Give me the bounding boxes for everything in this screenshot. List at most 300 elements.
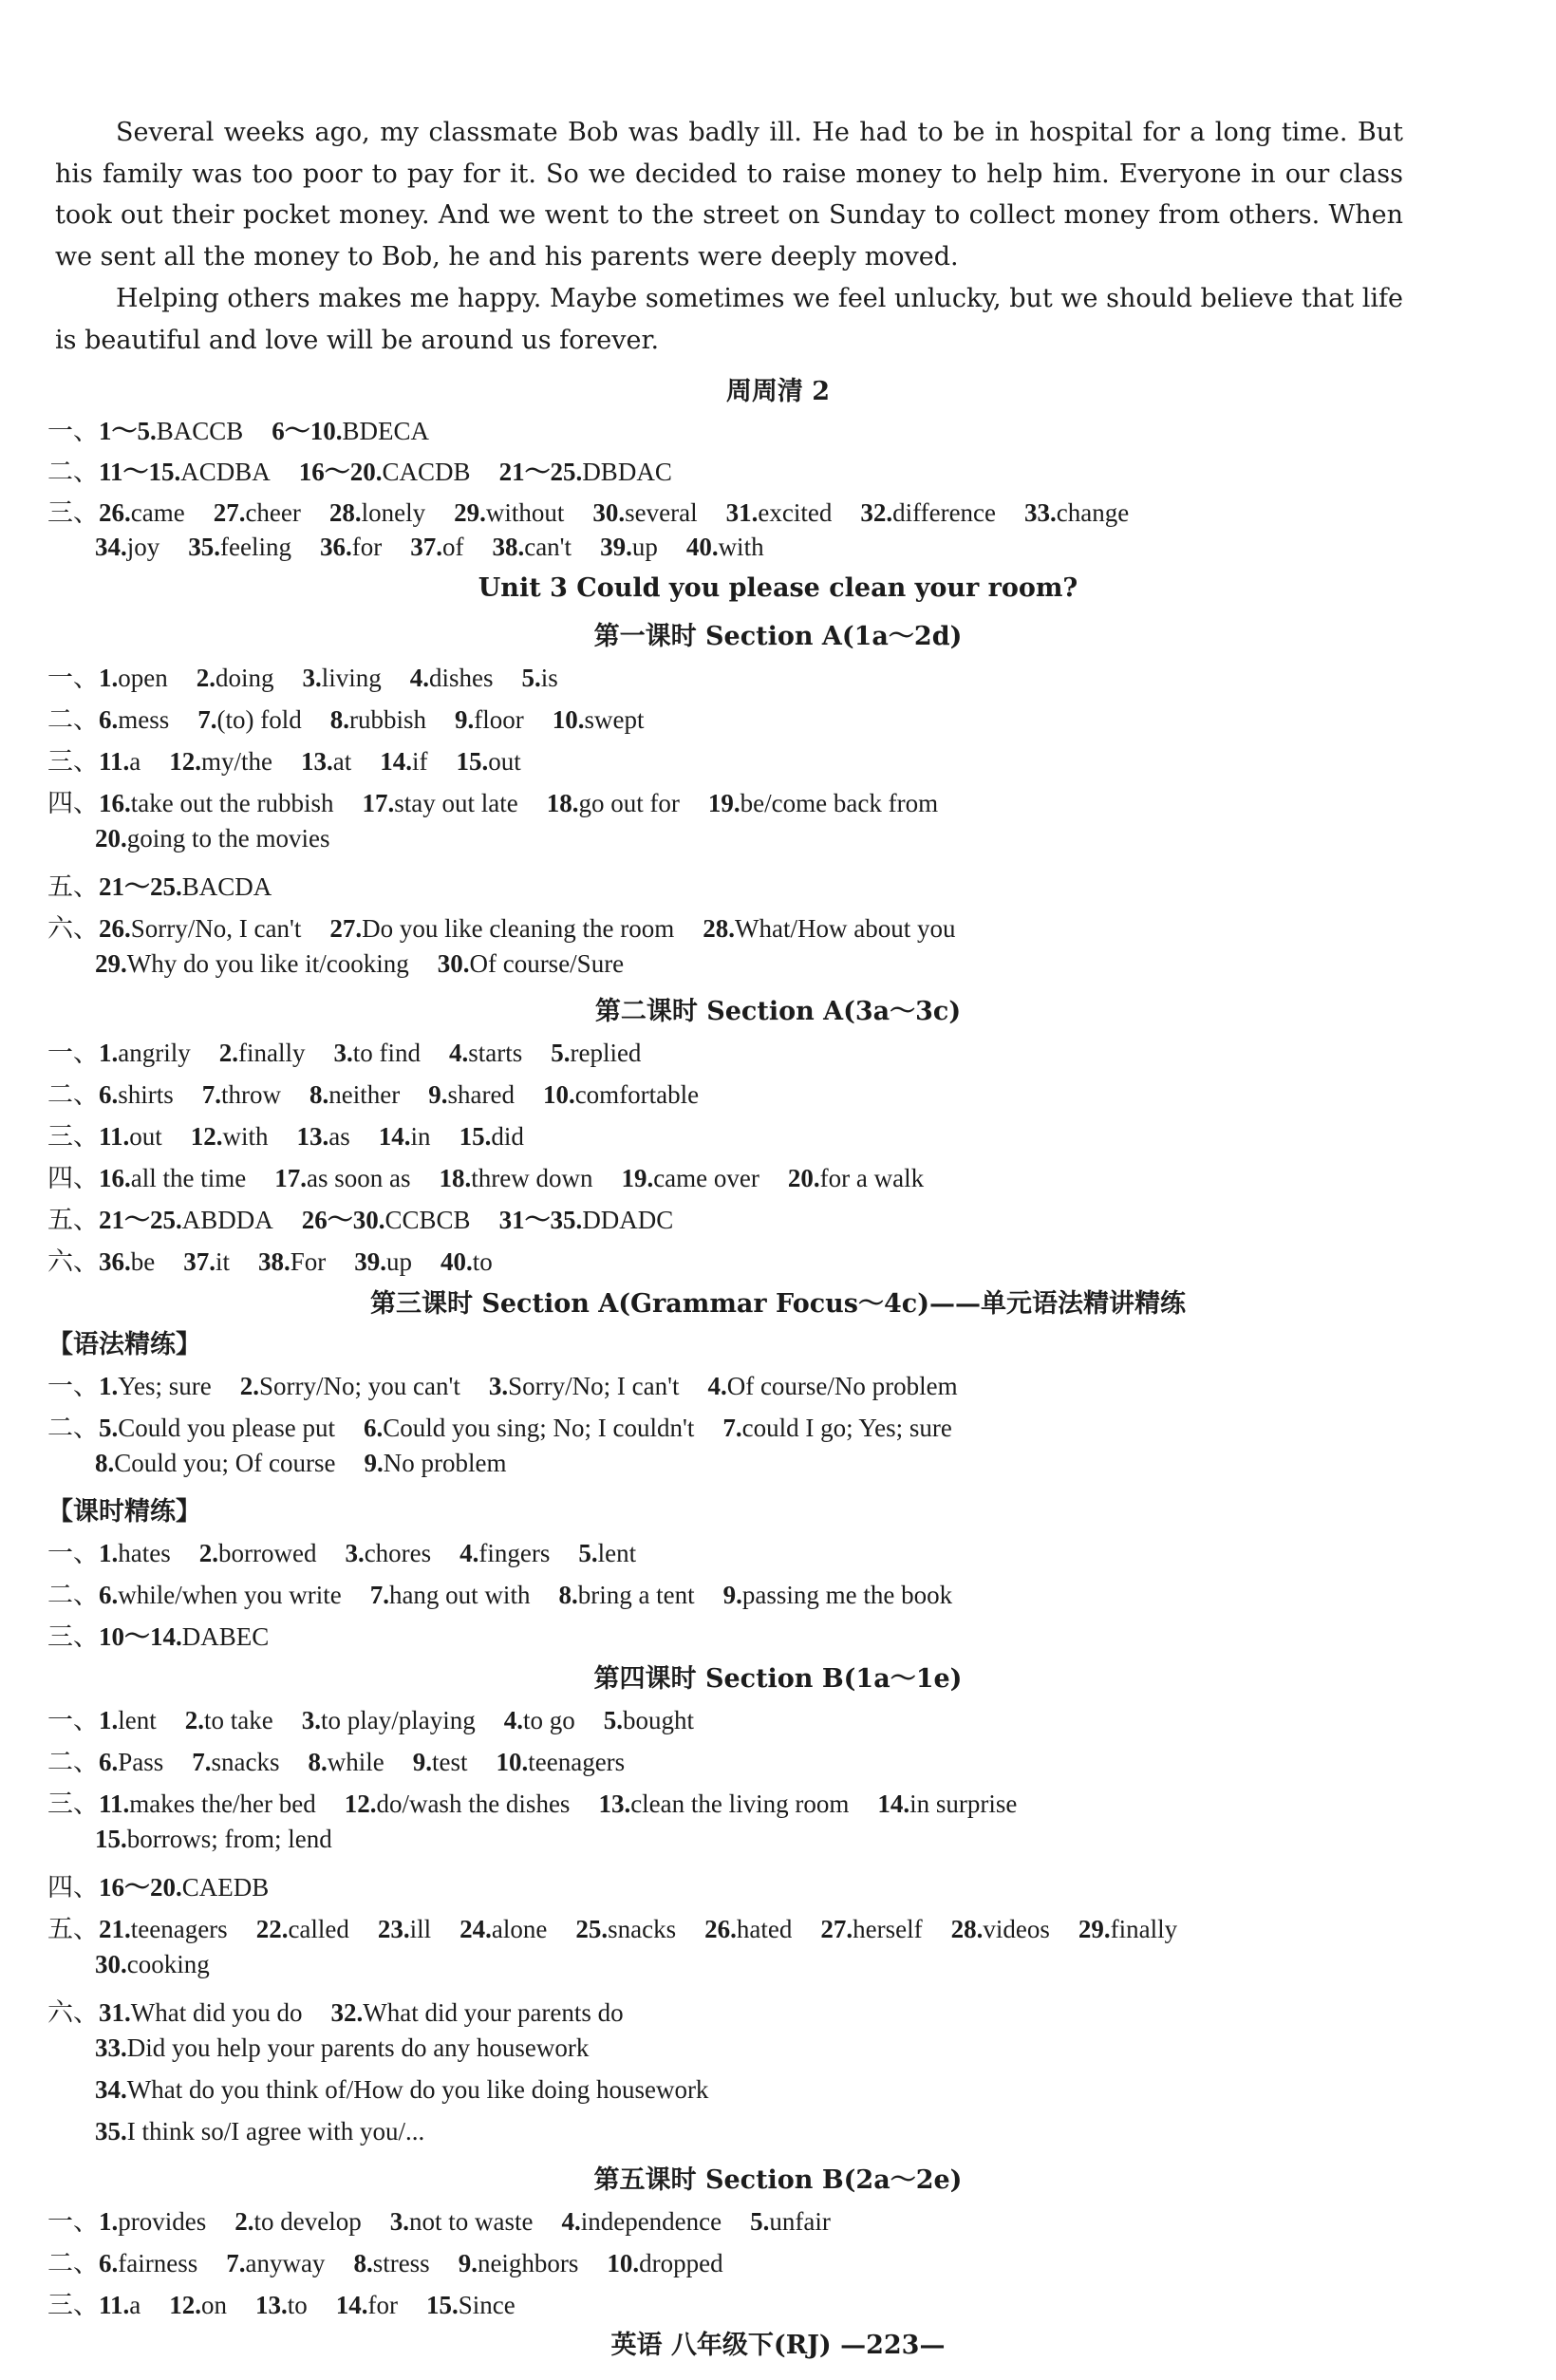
answer-item (598, 1790, 849, 1818)
answer-item (330, 705, 426, 734)
answer-line (47, 1741, 625, 1778)
answer-text: bought (622, 1706, 694, 1734)
answer-item (99, 1164, 246, 1192)
answer-item (95, 824, 329, 853)
question-number: 7. (197, 705, 217, 734)
answer-text: Why do you like it/cooking (126, 949, 409, 978)
question-number: 35. (95, 2117, 127, 2146)
answer-text: change (1056, 498, 1130, 527)
answer-item (99, 1247, 155, 1276)
question-number: 38. (258, 1247, 291, 1276)
answer-item (951, 1915, 1050, 1943)
part-prefix: 六、 (47, 1247, 99, 1276)
question-number: 27. (329, 914, 363, 943)
answer-item (459, 1539, 550, 1567)
question-number: 39. (354, 1247, 387, 1276)
answer-line (47, 1074, 699, 1111)
answer-line (47, 1574, 952, 1611)
answer-text: Could you please put (118, 1414, 335, 1442)
answer-text: cooking (126, 1950, 210, 1978)
answer-text: to find (352, 1039, 421, 1067)
answer-item (750, 2207, 831, 2236)
answer-text: Sorry/No, I can't (130, 914, 302, 943)
question-number: 37. (410, 533, 442, 561)
answer-text: DDADC (582, 1206, 674, 1234)
answer-item (99, 2249, 197, 2277)
answer-text: go out for (578, 789, 680, 817)
question-number: 31. (99, 1998, 131, 2027)
answer-text: Sorry/No; you can't (259, 1372, 460, 1400)
question-number: 30. (592, 498, 626, 527)
answer-text: hang out with (388, 1581, 531, 1609)
answer-text: passing me the book (741, 1581, 953, 1609)
answer-text: angrily (118, 1039, 191, 1067)
question-number: 8. (95, 1449, 115, 1477)
answer-item (95, 2033, 589, 2062)
answer-line (47, 2201, 831, 2238)
answer-item (370, 1581, 531, 1609)
answer-item (303, 664, 382, 692)
answer-line (95, 824, 329, 853)
question-number: 13. (301, 747, 333, 776)
question-number: 36. (319, 533, 352, 561)
question-number: 5. (521, 664, 541, 692)
question-number: 3. (488, 1372, 509, 1400)
question-number: 21. (99, 1915, 131, 1943)
answer-item (99, 664, 168, 692)
question-number: 20. (787, 1164, 820, 1192)
question-number: 32. (860, 498, 893, 527)
answer-line (47, 492, 1129, 529)
answer-item (99, 1206, 273, 1234)
answer-item (504, 1706, 575, 1734)
answer-line (95, 2075, 708, 2105)
answer-item (708, 789, 938, 817)
question-number: 28. (328, 498, 362, 527)
question-number: 26. (704, 1915, 737, 1943)
question-number: 33. (1024, 498, 1057, 527)
answer-item (449, 1039, 522, 1067)
answer-text: rubbish (348, 705, 426, 734)
question-number: 8. (353, 2249, 373, 2277)
question-number: 9. (722, 1581, 742, 1609)
question-number: 1. (99, 2207, 119, 2236)
question-number: 5. (750, 2207, 770, 2236)
answer-text: What did you do (130, 1998, 303, 2027)
part-prefix: 三、 (47, 498, 99, 527)
part-prefix: 五、 (47, 872, 99, 901)
answer-text: in surprise (909, 1790, 1018, 1818)
answer-item (309, 1748, 384, 1776)
answer-text: ABDDA (181, 1206, 273, 1234)
answer-item (99, 1748, 163, 1776)
question-number: 10. (496, 1748, 529, 1776)
answer-item (551, 1039, 641, 1067)
answer-text: to go (522, 1706, 575, 1734)
answer-item (390, 2207, 534, 2236)
answer-line (95, 1825, 332, 1854)
answer-line (47, 1407, 952, 1444)
part-prefix: 五、 (47, 1915, 99, 1943)
answer-item (522, 664, 558, 692)
answer-text: for a walk (819, 1164, 925, 1192)
answer-item (99, 1998, 302, 2027)
answer-item (95, 949, 409, 978)
answer-item (99, 417, 243, 445)
question-number: 3. (301, 1706, 321, 1734)
answer-text: is (540, 664, 558, 692)
answer-text: if (412, 747, 428, 776)
answer-text: clean the living room (630, 1790, 850, 1818)
answer-text: What did your parents do (363, 1998, 624, 2027)
question-number: 20. (95, 824, 127, 853)
answer-text: do/wash the dishes (376, 1790, 571, 1818)
answer-item (169, 2291, 227, 2319)
answer-item (553, 705, 645, 734)
answer-text: herself (853, 1915, 923, 1943)
answer-text: out (488, 747, 521, 776)
answer-item (604, 1706, 694, 1734)
answer-item (99, 1414, 335, 1442)
answer-item (489, 1372, 680, 1400)
answer-item (99, 789, 333, 817)
answer-text: be/come back from (740, 789, 939, 817)
question-number: 27. (820, 1915, 853, 1943)
answer-line (47, 1866, 269, 1903)
answer-item (99, 1581, 342, 1609)
part-prefix: 二、 (47, 2249, 99, 2277)
question-number: 27. (213, 498, 246, 527)
answer-text: came (130, 498, 185, 527)
answer-text: several (625, 498, 698, 527)
question-number: 9. (364, 1449, 384, 1477)
question-number: 7. (722, 1414, 742, 1442)
question-number: 8. (309, 1080, 329, 1109)
answer-text: (to) fold (216, 705, 302, 734)
question-number: 1. (99, 1039, 119, 1067)
page-footer: 英语 八年级下(RJ) —223— (610, 2331, 946, 2360)
answer-item (379, 1122, 431, 1151)
answer-text: Did you help your parents do any housework (126, 2033, 590, 2062)
question-number: 13. (296, 1122, 329, 1151)
answer-text: No problem (383, 1449, 507, 1477)
answer-text: at (332, 747, 352, 776)
answer-item (302, 1206, 471, 1234)
question-number: 34. (95, 2075, 127, 2104)
answer-line (47, 1365, 958, 1402)
answer-item (199, 1539, 317, 1567)
part-prefix: 六、 (47, 914, 99, 943)
answer-item (353, 2249, 429, 2277)
answer-item (226, 2249, 325, 2277)
answer-item (255, 2291, 308, 2319)
answer-item (95, 533, 159, 561)
answer-item (95, 2117, 424, 2146)
answer-item (788, 1164, 924, 1192)
answer-text: to (472, 1247, 493, 1276)
answer-item (621, 1164, 759, 1192)
answer-text: Do you like cleaning the room (362, 914, 675, 943)
part-prefix: 一、 (47, 1039, 99, 1067)
question-number: 16～20. (99, 1873, 182, 1902)
question-number: 6. (99, 1080, 119, 1109)
answer-text: neither (328, 1080, 401, 1109)
question-number: 9. (428, 1080, 448, 1109)
answer-line (47, 451, 672, 488)
question-number: 40. (685, 533, 719, 561)
question-number: 15. (426, 2291, 459, 2319)
answer-text: Since (458, 2291, 516, 2319)
answer-text: neighbors (477, 2249, 579, 2277)
answer-item (497, 1748, 626, 1776)
answer-line (47, 1157, 924, 1194)
answer-text: replied (570, 1039, 642, 1067)
answer-item (333, 1039, 421, 1067)
answer-item (240, 1372, 460, 1400)
answer-text: going to the movies (126, 824, 330, 853)
answer-text: teenagers (130, 1915, 228, 1943)
answer-item (428, 1080, 515, 1109)
answer-text: videos (983, 1915, 1050, 1943)
part-prefix: 三、 (47, 1122, 99, 1151)
question-number: 9. (454, 705, 475, 734)
question-number: 7. (201, 1080, 222, 1109)
answer-item (99, 498, 185, 527)
question-number: 29. (454, 498, 486, 527)
answer-line (47, 866, 272, 903)
answer-text: CACDB (382, 458, 471, 486)
question-number: 6～10. (272, 417, 343, 445)
answer-text: comfortable (574, 1080, 700, 1109)
answer-item (302, 1706, 476, 1734)
answer-line (47, 908, 955, 945)
part-prefix: 二、 (47, 458, 99, 486)
answer-item (820, 1915, 922, 1943)
question-number: 29. (95, 949, 127, 978)
answer-text: stay out late (394, 789, 518, 817)
answer-text: finally (237, 1039, 306, 1067)
answer-text: ill (409, 1915, 432, 1943)
question-number: 23. (377, 1915, 410, 1943)
answer-item (558, 1581, 694, 1609)
answer-item (455, 705, 524, 734)
answer-text: DBDAC (582, 458, 672, 486)
answer-item (256, 1915, 349, 1943)
answer-item (192, 1748, 279, 1776)
question-number: 5. (578, 1539, 598, 1567)
question-number: 3. (333, 1039, 353, 1067)
answer-line (47, 1532, 636, 1569)
answer-text: to develop (253, 2207, 362, 2236)
answer-item (364, 1414, 694, 1442)
answer-item (99, 705, 169, 734)
answer-item (99, 747, 141, 776)
question-number: 22. (255, 1915, 289, 1943)
part-prefix: 四、 (47, 789, 99, 817)
answer-text: on (201, 2291, 227, 2319)
question-number: 6. (363, 1414, 384, 1442)
part-prefix: 二、 (47, 1414, 99, 1442)
answer-text: finally (1110, 1915, 1178, 1943)
answer-line (47, 1199, 673, 1236)
question-number: 12. (169, 747, 201, 776)
answer-text: stress (372, 2249, 430, 2277)
answer-text: all the time (130, 1164, 247, 1192)
question-number: 11. (99, 1122, 130, 1151)
answer-line (47, 699, 644, 736)
answer-text: snacks (608, 1915, 677, 1943)
section-heading: 第二课时 Section A(3a～3c) (594, 997, 962, 1026)
question-number: 4. (707, 1372, 727, 1400)
answer-item (169, 747, 272, 776)
answer-text: dishes (429, 664, 494, 692)
answer-item (183, 1247, 230, 1276)
answer-text: came over (653, 1164, 759, 1192)
answer-line (95, 949, 624, 979)
question-number: 3. (302, 664, 322, 692)
question-number: 6. (99, 1581, 119, 1609)
answer-text: teenagers (528, 1748, 626, 1776)
answer-text: Yes; sure (118, 1372, 212, 1400)
answer-text: chores (364, 1539, 432, 1567)
answer-text: fairness (118, 2249, 198, 2277)
question-number: 9. (412, 1748, 432, 1776)
answer-item (454, 498, 564, 527)
part-prefix: 二、 (47, 1581, 99, 1609)
answer-item (258, 1247, 326, 1276)
question-number: 3. (389, 2207, 409, 2236)
answer-text: bring a tent (577, 1581, 695, 1609)
answer-item (99, 914, 301, 943)
question-number: 3. (345, 1539, 365, 1567)
part-prefix: 一、 (47, 1706, 99, 1734)
answer-item (99, 2291, 141, 2319)
answer-text: DABEC (181, 1622, 270, 1651)
answer-text: with (222, 1122, 269, 1151)
answer-item (1024, 498, 1129, 527)
question-number: 26. (99, 498, 131, 527)
question-number: 21～25. (99, 1206, 182, 1234)
question-number: 2. (198, 1539, 218, 1567)
answer-item (330, 1998, 623, 2027)
answer-text: can't (524, 533, 572, 561)
answer-text: What/How about you (735, 914, 956, 943)
answer-text: while (327, 1748, 384, 1776)
answer-item (95, 1449, 335, 1477)
question-number: 14. (378, 1122, 411, 1151)
answer-text: test (432, 1748, 468, 1776)
question-number: 6. (99, 705, 119, 734)
answer-text: as (328, 1122, 350, 1151)
answer-text: throw (221, 1080, 282, 1109)
answer-item (438, 949, 624, 978)
question-number: 15. (456, 747, 489, 776)
answer-text: For (290, 1247, 327, 1276)
question-number: 8. (329, 705, 349, 734)
answer-text: shirts (118, 1080, 174, 1109)
answer-item (95, 1950, 210, 1978)
answer-item (413, 1748, 468, 1776)
answer-text: while/when you write (118, 1581, 342, 1609)
answer-text: mess (118, 705, 170, 734)
subsection-tag: 【课时精练】 (47, 1497, 201, 1527)
section-heading: 周周清 2 (725, 377, 831, 406)
answer-item (99, 1039, 191, 1067)
question-number: 9. (458, 2249, 478, 2277)
answer-text: for (367, 2291, 398, 2319)
answer-text: threw down (471, 1164, 593, 1192)
answer-text: borrows; from; lend (126, 1825, 332, 1853)
answer-item (272, 417, 429, 445)
answer-line (47, 1032, 641, 1069)
question-number: 18. (439, 1164, 472, 1192)
question-number: 36. (99, 1247, 131, 1276)
question-number: 12. (344, 1790, 377, 1818)
answer-item (607, 2249, 722, 2277)
answer-line (95, 1449, 506, 1478)
question-number: 18. (546, 789, 579, 817)
answer-item (329, 498, 425, 527)
question-number: 1. (99, 1539, 119, 1567)
question-number: 14. (380, 747, 412, 776)
answer-item (185, 1706, 273, 1734)
answer-item (459, 1915, 547, 1943)
answer-text: to take (204, 1706, 273, 1734)
answer-text: living (321, 664, 382, 692)
question-number: 17. (362, 789, 395, 817)
part-prefix: 五、 (47, 1206, 99, 1234)
answer-text: hated (736, 1915, 793, 1943)
question-number: 4. (409, 664, 430, 692)
answer-text: What do you think of/How do you like doing housework (126, 2075, 709, 2104)
section-heading: 第一课时 Section A(1a～2d) (593, 622, 963, 651)
answer-item (320, 533, 382, 561)
question-number: 29. (1078, 1915, 1111, 1943)
answer-text: independence (580, 2207, 722, 2236)
answer-text: BACDA (181, 872, 272, 901)
answer-item (704, 1915, 792, 1943)
answer-text: with (718, 533, 764, 561)
question-number: 31～35. (498, 1206, 583, 1234)
question-number: 11. (99, 2291, 130, 2319)
answer-item (99, 1873, 269, 1902)
answer-text: alone (491, 1915, 548, 1943)
answer-text: dropped (639, 2249, 723, 2277)
part-prefix: 二、 (47, 1080, 99, 1109)
subsection-tag: 【语法精练】 (47, 1330, 201, 1359)
question-number: 4. (503, 1706, 523, 1734)
part-prefix: 三、 (47, 747, 99, 776)
answer-item (707, 1372, 957, 1400)
answer-item (543, 1080, 699, 1109)
answer-line (47, 1992, 624, 2029)
question-number: 2. (239, 1372, 260, 1400)
answer-item (547, 789, 680, 817)
question-number: 5. (99, 1414, 119, 1442)
section-heading: Unit 3 Could you please clean your room? (478, 573, 1078, 603)
answer-text: joy (126, 533, 160, 561)
part-prefix: 三、 (47, 2291, 99, 2319)
answer-text: anyway (245, 2249, 326, 2277)
answer-text: called (288, 1915, 349, 1943)
question-number: 35. (188, 533, 221, 561)
part-prefix: 四、 (47, 1873, 99, 1902)
answer-text: for (351, 533, 383, 561)
answer-item (459, 2249, 579, 2277)
answer-text: makes the/her bed (129, 1790, 316, 1818)
question-number: 33. (95, 2033, 127, 2062)
answer-item (686, 533, 764, 561)
